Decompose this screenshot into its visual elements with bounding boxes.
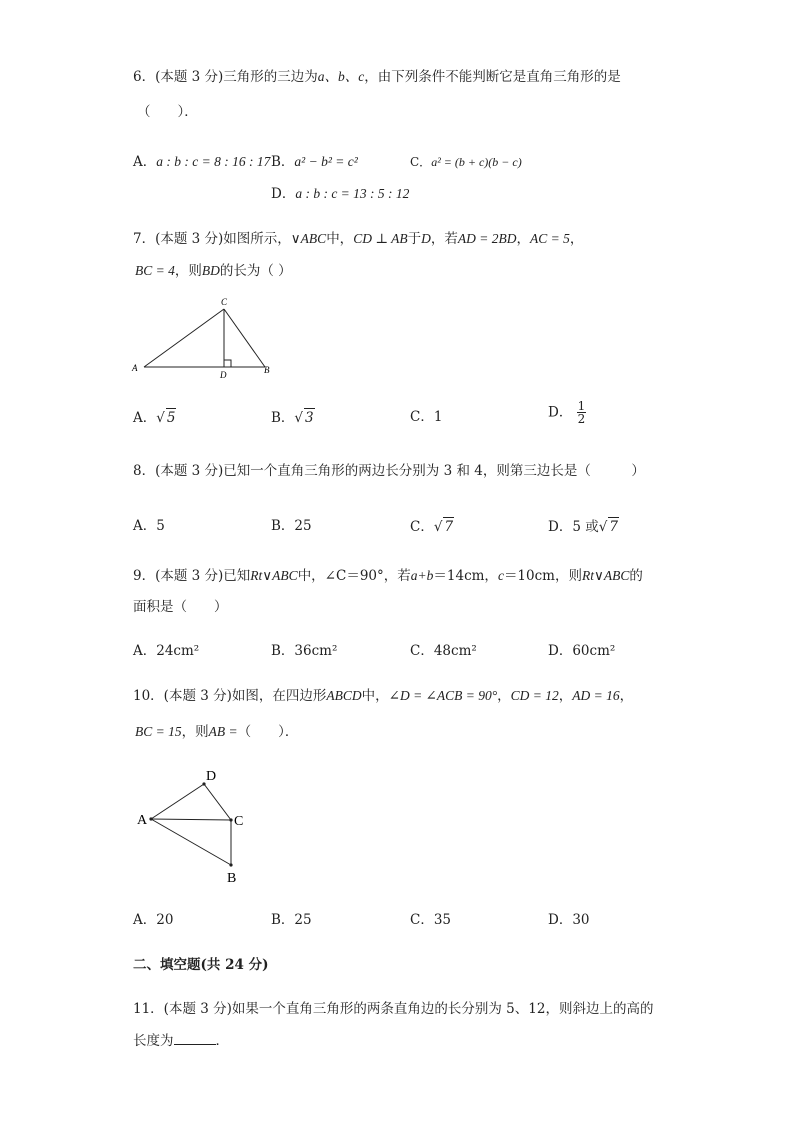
option-letter: C． [410,912,434,928]
text: ， [516,231,530,247]
radicand: 7 [609,519,618,535]
q7-option-b: B．√ 3 [271,410,314,426]
q10-stem-line2 [135,723,298,741]
point-c [229,818,232,821]
option-text: 5 或 [572,519,599,535]
segment-ac [144,309,224,367]
point-b [229,863,232,866]
option-text: 36cm² [294,643,338,659]
text: ， [497,688,511,704]
label-b: B [264,365,270,375]
text: ， [558,688,573,704]
math: Rt∨ABC [581,568,630,583]
radicand: 7 [444,519,454,535]
q7-stem-line1 [133,230,583,248]
option-text: 48cm² [433,643,477,659]
math: c [497,568,504,583]
q7-figure-triangle [125,292,285,382]
q8-option-c: C．√ 7 [410,519,454,535]
option-letter: A． [133,912,157,928]
option-text: 25 [294,518,312,534]
option-letter: D． [548,404,573,421]
q6-option-a [133,153,270,171]
math: ∨ABC [290,231,327,246]
q10-stem-line1 [133,687,633,705]
q11-stem-line2 [133,1032,229,1050]
text: 长度为 [133,1033,174,1049]
text: 中，∠C＝90°，若 [297,568,411,584]
option-letter: A． [133,410,157,426]
math: CD = 12 [510,688,559,703]
math: CD ⊥ AB [353,231,408,246]
q10-option-c [410,911,451,929]
option-letter: B． [271,518,295,534]
q6-stem-prefix: 6．(本题 3 分)三角形的三边为 [133,69,318,85]
text: 于 [407,231,422,247]
option-text: 20 [156,912,174,928]
point-a [149,817,152,820]
text: ，若 [430,231,458,247]
math: BC = 15 [135,724,182,739]
option-letter: C． [410,643,434,659]
option-letter: C． [410,155,432,169]
q6-vars: a、b、c [317,69,365,84]
radicand: 3 [305,410,314,426]
text: ． [215,1033,229,1049]
q8-stem: 8．(本题 3 分)已知一个直角三角形的两边长分别为 3 和 4，则第三边长是（ ） [133,463,645,479]
option-letter: D． [548,643,573,659]
option-letter: B． [271,643,295,659]
q9-option-d [548,642,615,660]
q6-stem-suffix: ，由下列条件不能判断它是直角三角形的是 [364,69,621,85]
math: AB = [208,724,238,739]
q9-stem-line1 [133,567,643,585]
option-text: 24cm² [156,643,200,659]
text: ， [619,688,634,704]
section-heading: 二、填空题(共 24 分) [133,957,269,973]
option-text: 5 [156,518,165,534]
text: 的长为（ ） [219,263,292,279]
math: a+b [410,568,434,583]
option-letter: D． [548,519,573,535]
q7-stem-line2 [135,262,292,280]
option-letter: B． [271,410,295,426]
option-text: 35 [433,912,452,928]
segment-bc [224,309,265,367]
text: ＝14cm， [433,568,498,584]
answer-blank[interactable] [174,1032,216,1045]
option-letter: A． [133,154,157,170]
segment-dc [204,784,231,820]
text: ， [569,231,584,247]
q6-option-c [410,153,522,171]
math: ∠D = ∠ACB = 90° [388,688,498,703]
label-b: B [227,871,237,886]
q9-option-c [410,642,477,660]
text: 中， [361,688,389,704]
q8-option-b [271,517,312,535]
q10-figure-quadrilateral [130,760,260,890]
q9-stem-line2: 面积是（ ） [133,599,228,615]
math: AD = 16 [572,688,620,703]
label-c: C [234,814,244,829]
q11-stem-line1: 11．(本题 3 分)如果一个直角三角形的两条直角边的长分别为 5、12，则斜边上的高的 [133,1001,654,1017]
text: （ ）． [237,724,299,740]
q6-option-d [271,185,409,203]
label-d: D [206,769,217,784]
q10-option-a [133,911,173,929]
option-letter: A． [133,518,157,534]
option-text: 1 [433,409,443,425]
option-letter: C． [410,519,434,535]
q9-option-b [271,642,337,660]
label-c: C [221,297,228,307]
text: ，则 [181,724,209,740]
q6-stem [133,68,621,86]
option-text: a : b : c = 13 : 5 : 12 [295,186,410,201]
text: 的 [629,568,643,584]
denominator: 2 [577,412,586,426]
option-letter: B． [271,154,295,170]
text: 中， [326,231,354,247]
option-text: 60cm² [572,643,616,659]
label-d: D [220,370,227,380]
q7-option-c [410,408,442,426]
q10-option-d [548,911,590,929]
text: ＝10cm，则 [503,568,582,584]
q6-option-b [271,153,358,171]
option-text: a : b : c = 8 : 16 : 17 [156,154,271,169]
q8-option-d: D．5 或√ 7 [548,519,618,535]
math: BC = 4 [135,263,175,278]
label-a: A [132,363,138,373]
q9-option-a [133,642,199,660]
segment-ab [151,819,231,865]
math: ABCD [326,688,362,703]
q6-paren: （ ）． [137,104,198,120]
option-text: 25 [294,912,312,928]
option-letter: D． [548,912,573,928]
text: 7．(本题 3 分)如图所示， [133,231,291,247]
segment-ac [151,819,231,820]
q7-option-a: A．√ 5 [133,410,176,426]
math: BD [201,263,220,278]
q7-option-d [548,400,586,425]
q10-option-b [271,911,312,929]
option-letter: C． [410,409,434,425]
option-letter: A． [133,643,157,659]
option-text: a² = (b + c)(b − c) [431,155,522,169]
q8-option-a [133,517,165,535]
option-text: 30 [572,912,590,928]
right-angle-mark [224,360,231,367]
math: AC = 5 [530,231,570,246]
math: D [421,231,431,246]
fraction [577,400,587,425]
numerator: 1 [577,399,586,413]
text: 9．(本题 3 分)已知 [133,568,251,584]
text: 10．(本题 3 分)如图，在四边形 [133,688,327,704]
math: Rt∨ABC [250,568,298,583]
option-text: a² − b² = c² [294,154,358,169]
text: ，则 [174,263,202,279]
option-letter: D． [271,186,296,202]
math: AD = 2BD [457,231,517,246]
segment-ad [151,784,204,819]
label-a: A [137,813,148,828]
option-letter: B． [271,912,295,928]
radicand: 5 [166,410,176,426]
